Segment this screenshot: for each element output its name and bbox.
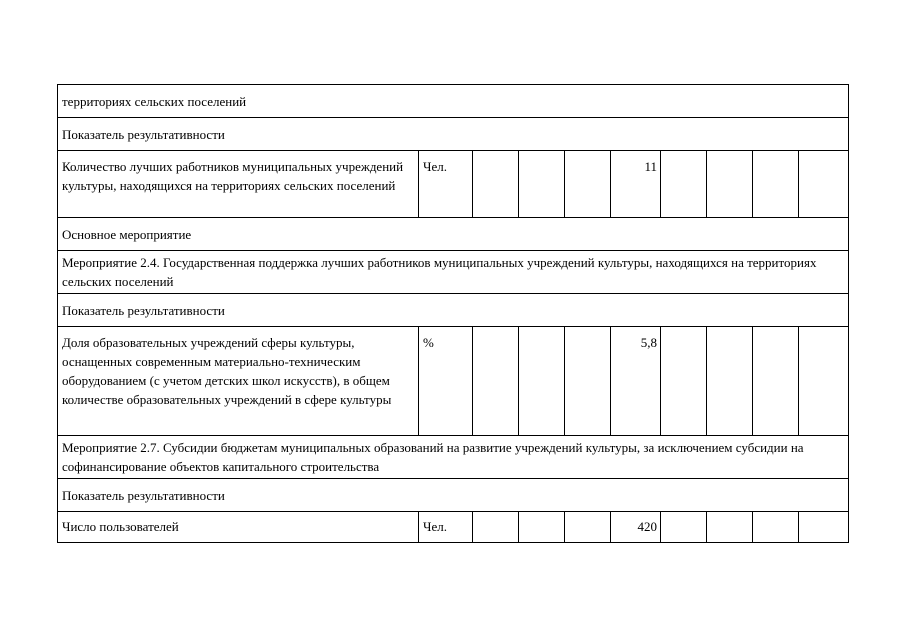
section-text: Основное мероприятие [58, 218, 849, 251]
section-row [58, 479, 849, 512]
section-text: Показатель результативности [58, 294, 849, 327]
indicators-table [57, 84, 849, 543]
value-cell: 5,8 [611, 327, 661, 436]
value-cell [661, 512, 707, 543]
value-cell [661, 151, 707, 218]
value-cell [707, 512, 753, 543]
value-cell [661, 327, 707, 436]
value-cell: 420 [611, 512, 661, 543]
value-cell [473, 512, 519, 543]
section-text: Мероприятие 2.7. Субсидии бюджетам муниципальных образований на развитие учреждений культуры, за исключением субсидии на софинансирование объектов капитального строительства [58, 436, 849, 479]
indicator-unit: Чел. [419, 151, 473, 218]
value-cell [565, 327, 611, 436]
indicator-name: Доля образовательных учреждений сферы культуры, оснащенных современным материально-техническим оборудованием (с учетом детских школ искусств), в общем количестве образовательных учреждений в сфере культуры [58, 327, 419, 436]
value-cell [565, 151, 611, 218]
section-text: Показатель результативности [58, 479, 849, 512]
value-cell [519, 512, 565, 543]
section-row [58, 218, 849, 251]
value-cell [799, 327, 849, 436]
section-text: Мероприятие 2.4. Государственная поддержка лучших работников муниципальных учреждений культуры, находящихся на территориях сельских поселений [58, 251, 849, 294]
indicator-row [58, 151, 849, 218]
indicator-name: Число пользователей [58, 512, 419, 543]
value-cell [707, 151, 753, 218]
value-cell [473, 327, 519, 436]
section-row [58, 436, 849, 479]
section-row [58, 294, 849, 327]
section-row [58, 118, 849, 151]
value-cell [753, 151, 799, 218]
indicator-unit: Чел. [419, 512, 473, 543]
value-cell [473, 151, 519, 218]
indicator-unit: % [419, 327, 473, 436]
value-cell [565, 512, 611, 543]
value-cell [519, 327, 565, 436]
section-row [58, 251, 849, 294]
value-cell: 11 [611, 151, 661, 218]
section-text: территориях сельских поселений [58, 85, 849, 118]
value-cell [519, 151, 565, 218]
value-cell [799, 151, 849, 218]
value-cell [707, 327, 753, 436]
value-cell [799, 512, 849, 543]
section-row [58, 85, 849, 118]
indicator-row [58, 512, 849, 543]
value-cell [753, 512, 799, 543]
value-cell [753, 327, 799, 436]
indicator-name: Количество лучших работников муниципальных учреждений культуры, находящихся на территориях сельских поселений [58, 151, 419, 218]
section-text: Показатель результативности [58, 118, 849, 151]
indicator-row [58, 327, 849, 436]
